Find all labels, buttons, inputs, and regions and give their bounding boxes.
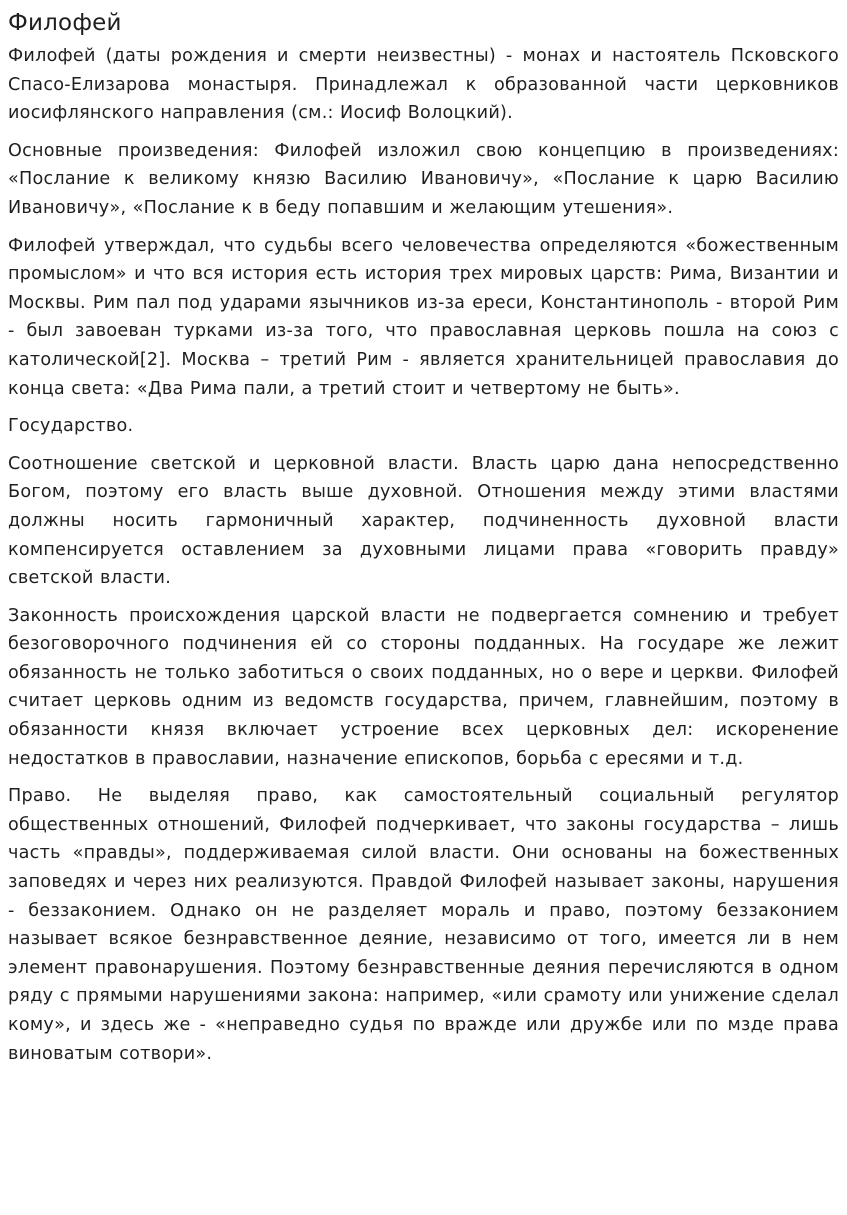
paragraph-state-heading: Государство. — [8, 416, 134, 437]
paragraph-third-rome: Филофей утверждал, что судьбы всего человечества определяются «божественным промыслом» и что вся история есть история трех мировых царств: Рима, Византии и Москвы. Рим пал под ударами язычников из-за ереси, Константинополь - второй Рим - был завоеван турками из-за того, что православная церковь пошла на союз с католической[2]. Москва – третий Рим - является хранительницей православия до конца света: «Два Рима пали, а третий стоит и четвертому не быть». — [8, 235, 839, 399]
paragraph-works: Основные произведения: Филофей изложил свою концепцию в произведениях: «Послание к великому князю Василию Ивановичу», «Послание к царю Василию Ивановичу», «Послание к в беду попавшим и желающим утешения». — [8, 140, 839, 218]
paragraph-tsar-legitimacy: Законность происхождения царской власти не подвергается сомнению и требует безоговорочного подчинения ей со стороны подданных. На государе же лежит обязанность не только заботиться о своих подданных, но о вере и церкви. Филофей считает церковь одним из ведомств государства, причем, главнейшим, поэтому в обязанности князя включает устроение всех церковных дел: искоренение недостатков в православии, назначение епископов, борьба с ересями и т.д. — [8, 605, 839, 769]
paragraph-secular-church-power: Соотношение светской и церковной власти. Власть царю дана непосредственно Богом, поэтому его власть выше духовной. Отношения между этими властями должны носить гармоничный характер, подчиненность духовной власти компенсируется оставлением за духовными лицами права «говорить правду» светской власти. — [8, 453, 839, 589]
paragraph-intro: Филофей (даты рождения и смерти неизвестны) - монах и настоятель Псковского Спасо-Елизарова монастыря. Принадлежал к образованной части церковников иосифлянского направления (см.: Иосиф Волоцкий). — [8, 46, 839, 124]
paragraph-law: Право. Не выделяя право, как самостоятельный социальный регулятор общественных отношений, Филофей подчеркивает, что законы государства – лишь часть «правды», поддерживаемая силой власти. Они основаны на божественных заповедях и через них реализуются. Правдой Филофей называет законы, нарушения - беззаконием. Однако он не разделяет мораль и право, поэтому беззаконием называет всякое безнравственное деяние, независимо от того, имеется ли в нем элемент правонарушения. Поэтому безнравственные деяния перечисляются в одном ряду с прямыми нарушениями закона: например, «или срамоту или унижение сделал кому», и здесь же - «неправедно судья по вражде или дружбе или по мзде права виноватым сотвори». — [8, 786, 839, 1064]
page-title: Филофей — [8, 10, 122, 36]
article — [8, 0, 839, 1077]
